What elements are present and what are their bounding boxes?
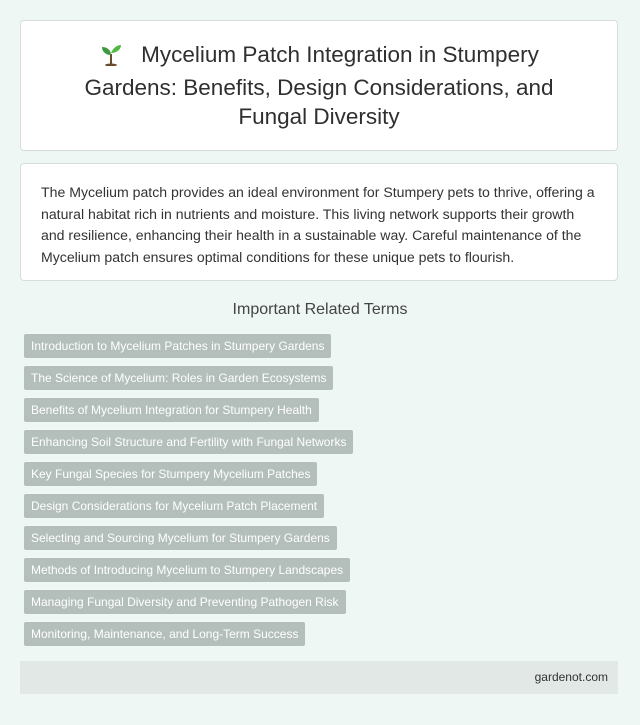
- related-term-tag[interactable]: Enhancing Soil Structure and Fertility with Fungal Networks: [24, 430, 353, 454]
- related-terms-heading: Important Related Terms: [232, 301, 408, 318]
- related-terms-list: [24, 334, 353, 654]
- related-term-tag[interactable]: Monitoring, Maintenance, and Long-Term Success: [24, 622, 305, 646]
- page-title-text: Mycelium Patch Integration in Stumpery Gardens: Benefits, Design Considerations, and Fungal Diversity: [84, 42, 554, 129]
- title-card: [20, 20, 618, 151]
- footer-site-link[interactable]: gardenot.com: [534, 670, 608, 684]
- related-term-tag[interactable]: Design Considerations for Mycelium Patch Placement: [24, 494, 324, 518]
- related-term-tag[interactable]: Methods of Introducing Mycelium to Stumpery Landscapes: [24, 558, 350, 582]
- related-term-tag[interactable]: Managing Fungal Diversity and Preventing Pathogen Risk: [24, 590, 346, 614]
- related-term-tag[interactable]: Introduction to Mycelium Patches in Stumpery Gardens: [24, 334, 331, 358]
- footer: [20, 661, 618, 694]
- sprout-icon: [99, 42, 123, 73]
- page-title: [61, 40, 577, 131]
- description-card: [20, 163, 618, 281]
- description-text: The Mycelium patch provides an ideal environment for Stumpery pets to thrive, offering a natural habitat rich in nutrients and moisture. This living network supports their growth and resilience, enhancing their health in a sustainable way. Careful maintenance of the Mycelium patch ensures optimal conditions for these unique pets to flourish.: [41, 184, 595, 265]
- related-term-tag[interactable]: Key Fungal Species for Stumpery Mycelium Patches: [24, 462, 317, 486]
- related-term-tag[interactable]: Selecting and Sourcing Mycelium for Stumpery Gardens: [24, 526, 337, 550]
- related-term-tag[interactable]: The Science of Mycelium: Roles in Garden Ecosystems: [24, 366, 333, 390]
- related-term-tag[interactable]: Benefits of Mycelium Integration for Stumpery Health: [24, 398, 319, 422]
